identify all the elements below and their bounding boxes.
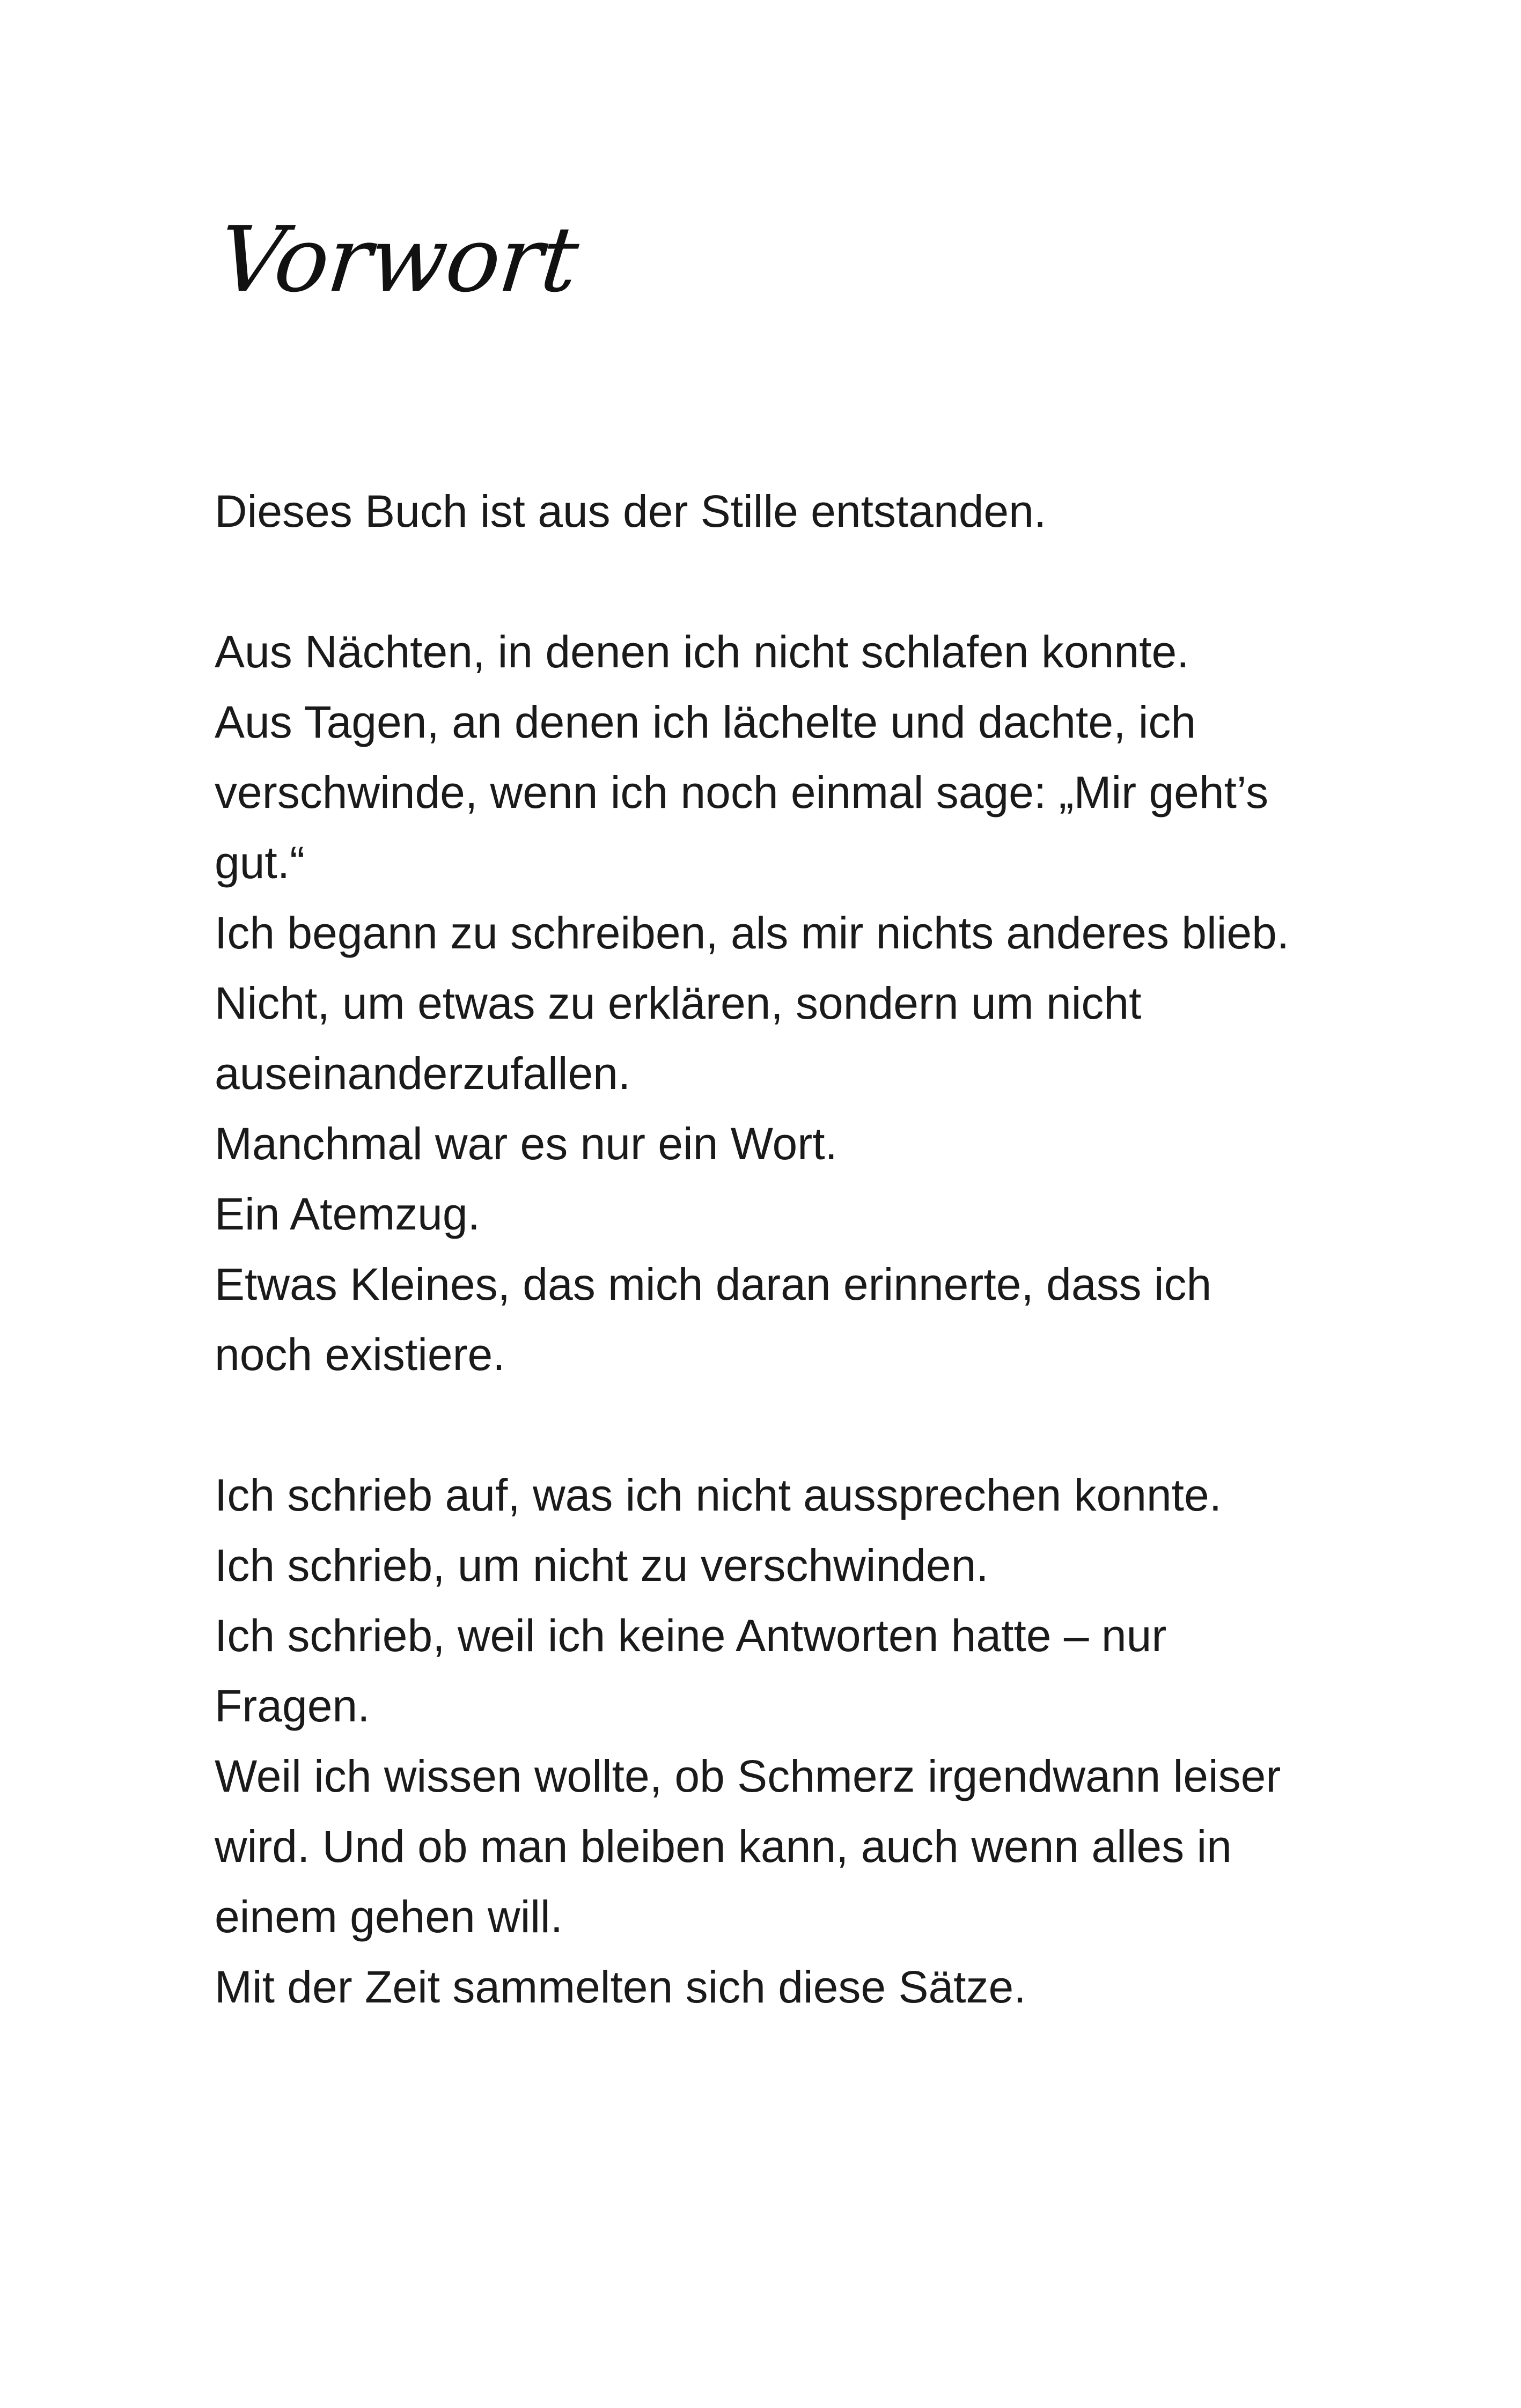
- text-line: Ich schrieb, um nicht zu verschwinden.: [215, 1540, 989, 1590]
- text-line: Mit der Zeit sammelten sich diese Sätze.: [215, 1962, 1026, 2012]
- text-line: Ich begann zu schreiben, als mir nichts anderes blieb.: [215, 908, 1290, 958]
- chapter-title: Vorwort: [214, 207, 583, 312]
- paragraph: [215, 1460, 1341, 2022]
- text-line: auseinanderzufallen.: [215, 1048, 631, 1099]
- text-line: Weil ich wissen wollte, ob Schmerz irgendwann leiser: [215, 1751, 1281, 1801]
- text-line: Ich schrieb, weil ich keine Antworten hatte – nur: [215, 1610, 1167, 1661]
- text-line: gut.“: [215, 837, 305, 888]
- text-line: Dieses Buch ist aus der Stille entstanden.: [215, 486, 1047, 536]
- paragraph: [215, 617, 1341, 1390]
- text-line: noch existiere.: [215, 1329, 505, 1380]
- text-line: Ich schrieb auf, was ich nicht aussprechen konnte.: [215, 1470, 1222, 1520]
- text-line: Manchmal war es nur ein Wort.: [215, 1118, 837, 1169]
- body-text: [215, 476, 1341, 2022]
- text-line: Aus Nächten, in denen ich nicht schlafen konnte.: [215, 627, 1189, 677]
- text-line: Ein Atemzug.: [215, 1189, 480, 1239]
- text-line: verschwinde, wenn ich noch einmal sage: „Mir geht’s: [215, 767, 1269, 818]
- text-line: Aus Tagen, an denen ich lächelte und dachte, ich: [215, 697, 1196, 747]
- text-line: wird. Und ob man bleiben kann, auch wenn alles in: [215, 1821, 1232, 1872]
- text-line: Nicht, um etwas zu erklären, sondern um nicht: [215, 978, 1142, 1028]
- text-line: einem gehen will.: [215, 1891, 563, 1942]
- paragraph: [215, 476, 1341, 547]
- text-line: Etwas Kleines, das mich daran erinnerte, dass ich: [215, 1259, 1212, 1309]
- text-line: Fragen.: [215, 1681, 370, 1731]
